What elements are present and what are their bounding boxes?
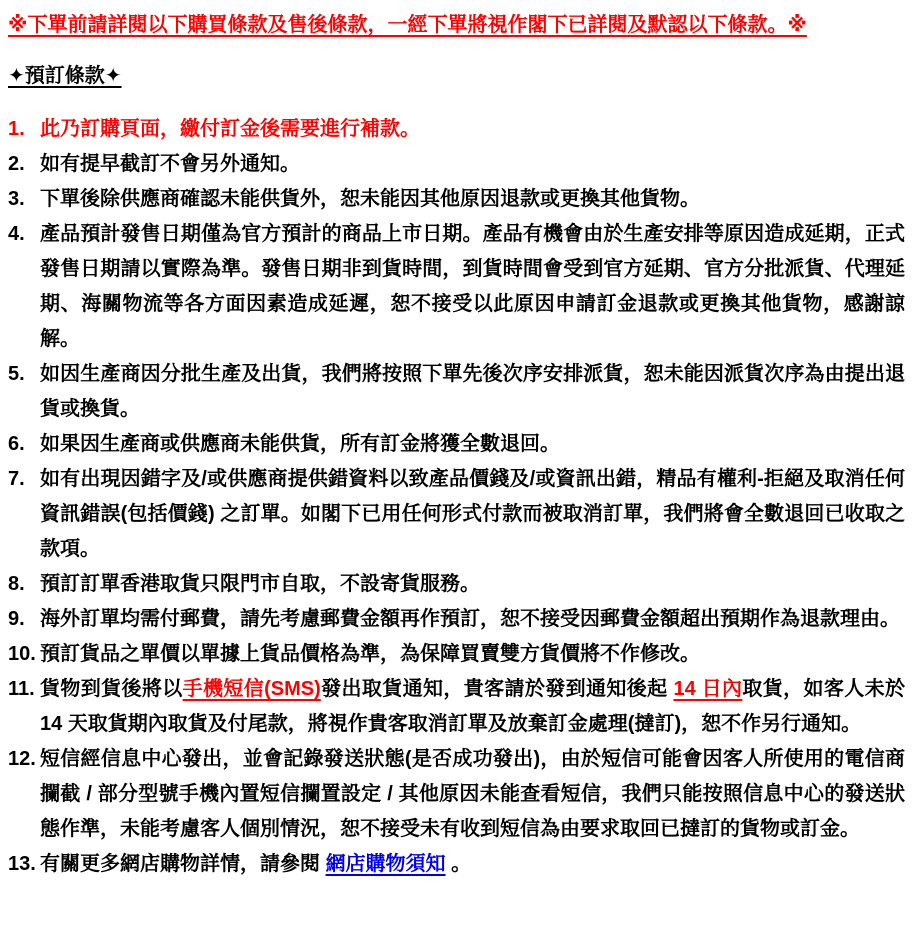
term-text-segment: 有關更多網店購物詳情，請參閱: [40, 853, 326, 875]
term-text: 下單後除供應商確認未能供貨外，恕未能因其他原因退款或更換其他貨物。: [40, 188, 700, 210]
term-number: 5.: [8, 363, 25, 385]
term-item-10: [8, 637, 905, 672]
term-number: 9.: [8, 608, 25, 630]
term-item-3: [8, 182, 905, 217]
purchase-notice-header: ※下單前請詳閱以下購買條款及售後條款，一經下單將視作閣下已詳閱及默認以下條款。※: [8, 14, 807, 36]
term-number: 4.: [8, 223, 25, 245]
term-number: 1.: [8, 118, 25, 140]
term-text: 預訂貨品之單價以單據上貨品價格為準，為保障買賣雙方貨價將不作修改。: [40, 643, 700, 665]
term-text: 如有提早截訂不會另外通知。: [40, 153, 300, 175]
preorder-terms-title: ✦預訂條款✦: [8, 65, 122, 87]
pickup-deadline-emphasis: 14 日內: [673, 678, 743, 700]
term-item-8: [8, 567, 905, 602]
term-text: 海外訂單均需付郵費，請先考慮郵費金額再作預訂，恕不接受因郵費金額超出預期作為退款理由。: [40, 608, 900, 630]
shop-guide-link[interactable]: 網店購物須知: [325, 853, 446, 875]
term-text-segment: 發出取貨通知，貴客請於發到通知後起: [320, 678, 674, 700]
term-text-segment: 貨物到貨後將以: [40, 678, 183, 700]
term-number: 3.: [8, 188, 25, 210]
term-number: 13.: [8, 853, 36, 875]
terms-list: [8, 112, 905, 882]
term-item-6: [8, 427, 905, 462]
term-item-9: [8, 602, 905, 637]
term-item-12: [8, 742, 905, 847]
term-text-segment: 。: [445, 853, 472, 875]
term-number: 6.: [8, 433, 25, 455]
term-number: 8.: [8, 573, 25, 595]
term-number: 7.: [8, 468, 25, 490]
term-number: 2.: [8, 153, 25, 175]
term-item-4: [8, 217, 905, 357]
term-item-2: [8, 147, 905, 182]
term-text: 此乃訂購頁面，繳付訂金後需要進行補款。: [40, 118, 420, 140]
term-text: 短信經信息中心發出，並會記錄發送狀態(是否成功發出)，由於短信可能會因客人所使用的電信商攔截 / 部分型號手機內置短信攔置設定 / 其他原因未能查看短信，我們只能按照信息中心的發送狀態作準，未能考慮客人個別情況，恕不接受未有收到短信為由要求取回已撻訂的貨物或訂金。: [40, 748, 905, 840]
sms-notice-emphasis: 手機短信(SMS): [182, 678, 321, 700]
term-number: 12.: [8, 748, 36, 770]
term-item-11: [8, 672, 905, 742]
term-item-7: [8, 462, 905, 567]
term-text-segment: 取貨，如客人未於 14 天取貨期內取貨及付尾款，將視作貴客取消訂單及放棄訂金處理(撻訂)，恕不作另行通知。: [40, 678, 906, 735]
term-text: 如果因生產商或供應商未能供貨，所有訂金將獲全數退回。: [40, 433, 560, 455]
term-text: [40, 847, 905, 882]
term-text: [40, 672, 905, 742]
term-number: 10.: [8, 643, 36, 665]
term-number: 11.: [8, 678, 35, 700]
term-text: 產品預計發售日期僅為官方預計的商品上市日期。產品有機會由於生產安排等原因造成延期，正式發售日期請以實際為準。發售日期非到貨時間，到貨時間會受到官方延期、官方分批派貨、代理延期、海關物流等各方面因素造成延遲，恕不接受以此原因申請訂金退款或更換其他貨物，感謝諒解。: [40, 223, 905, 350]
term-item-5: [8, 357, 905, 427]
term-item-1: [8, 112, 905, 147]
term-text: 預訂訂單香港取貨只限門市自取，不設寄貨服務。: [40, 573, 480, 595]
term-text: 如有出現因錯字及/或供應商提供錯資料以致產品價錢及/或資訊出錯，精品有權利-拒絕及取消任何資訊錯誤(包括價錢) 之訂單。如閣下已用任何形式付款而被取消訂單，我們將會全數退回已收取之款項。: [40, 468, 905, 560]
term-text: 如因生產商因分批生產及出貨，我們將按照下單先後次序安排派貨，恕未能因派貨次序為由提出退貨或換貨。: [40, 363, 905, 420]
term-item-13: [8, 847, 905, 882]
